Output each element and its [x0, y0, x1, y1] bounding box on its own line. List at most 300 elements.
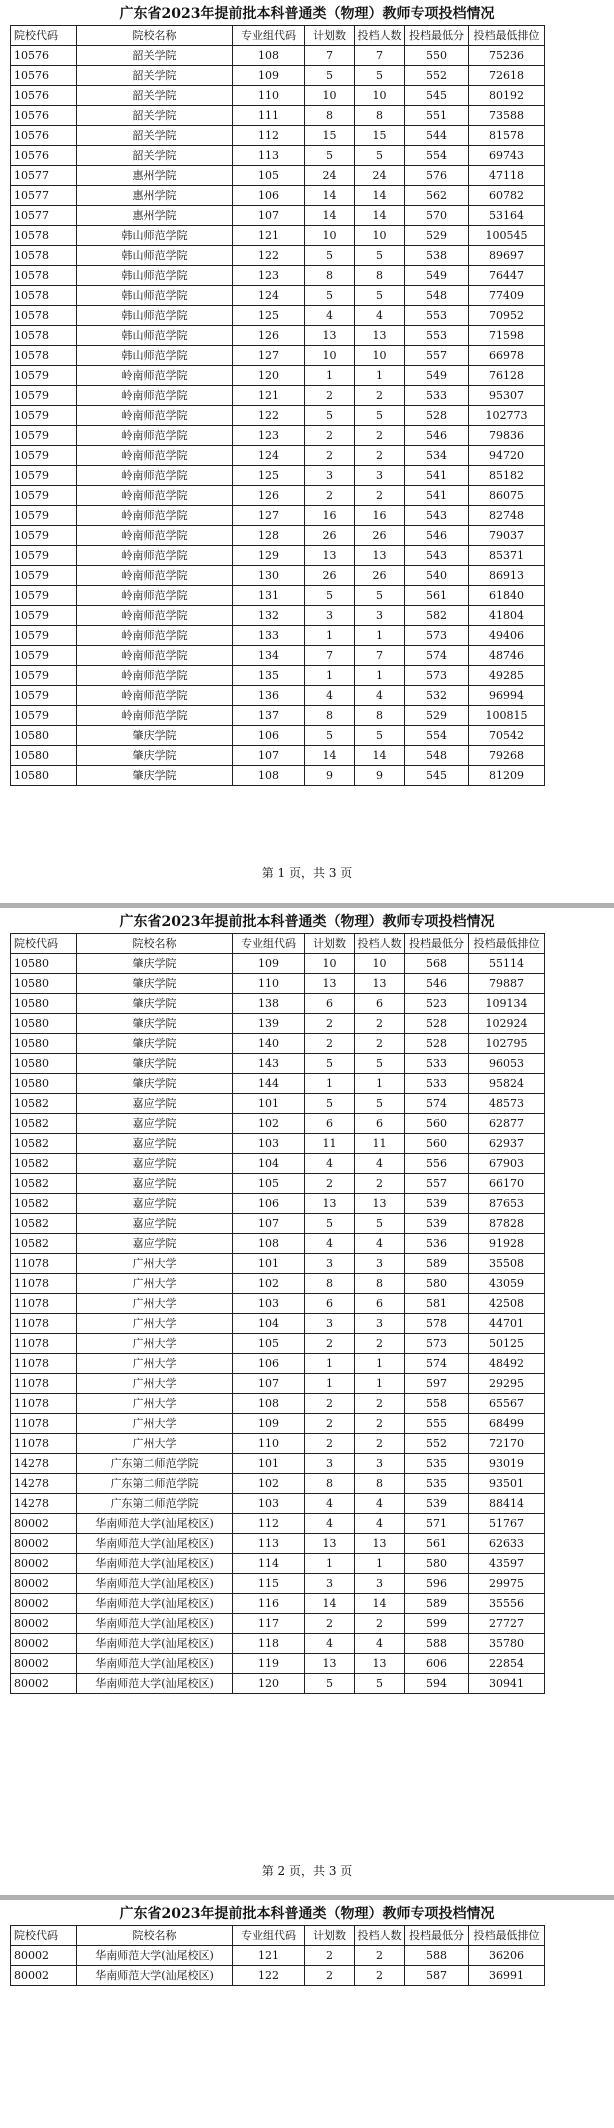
column-header: 计划数 [305, 934, 355, 954]
table-row [11, 1394, 545, 1414]
table-cell: 2 [355, 426, 405, 446]
table-cell: 广州大学 [77, 1334, 233, 1354]
table-cell: 嘉应学院 [77, 1174, 233, 1194]
table-cell: 2 [305, 1034, 355, 1054]
table-cell: 80002 [11, 1634, 77, 1654]
table-cell: 10579 [11, 646, 77, 666]
table-row [11, 1194, 545, 1214]
table-cell: 华南师范大学(汕尾校区) [77, 1614, 233, 1634]
table-cell: 10580 [11, 1054, 77, 1074]
table-cell: 广州大学 [77, 1374, 233, 1394]
table-cell: 3 [355, 1574, 405, 1594]
table-cell: 5 [355, 146, 405, 166]
table-cell: 80002 [11, 1514, 77, 1534]
table-cell: 552 [405, 66, 469, 86]
table-cell: 韶关学院 [77, 86, 233, 106]
table-cell: 惠州学院 [77, 186, 233, 206]
table-cell: 101 [233, 1094, 305, 1114]
table-cell: 576 [405, 166, 469, 186]
column-header: 专业组代码 [233, 26, 305, 46]
table-row [11, 546, 545, 566]
table-cell: 2 [355, 1414, 405, 1434]
table-row [11, 1474, 545, 1494]
table-cell: 103 [233, 1494, 305, 1514]
table-cell: 536 [405, 1234, 469, 1254]
table-cell: 103 [233, 1294, 305, 1314]
table-cell: 123 [233, 426, 305, 446]
table-cell: 10579 [11, 706, 77, 726]
table-cell: 91928 [469, 1234, 545, 1254]
table-cell: 556 [405, 1154, 469, 1174]
table-cell: 广州大学 [77, 1414, 233, 1434]
table-cell: 80002 [11, 1654, 77, 1674]
table-cell: 573 [405, 626, 469, 646]
table-cell: 5 [305, 1054, 355, 1074]
table-cell: 韶关学院 [77, 126, 233, 146]
table-cell: 广州大学 [77, 1274, 233, 1294]
table-cell: 11078 [11, 1254, 77, 1274]
table-cell: 115 [233, 1574, 305, 1594]
column-header: 计划数 [305, 26, 355, 46]
table-cell: 韶关学院 [77, 146, 233, 166]
table-cell: 539 [405, 1214, 469, 1234]
table-cell: 韩山师范学院 [77, 226, 233, 246]
table-cell: 573 [405, 1334, 469, 1354]
table-cell: 76447 [469, 266, 545, 286]
table-cell: 35508 [469, 1254, 545, 1274]
table-cell: 8 [355, 1474, 405, 1494]
table-row [11, 1654, 545, 1674]
table-cell: 109 [233, 1414, 305, 1434]
table-cell: 广州大学 [77, 1394, 233, 1414]
table-cell: 43059 [469, 1274, 545, 1294]
table-cell: 10577 [11, 206, 77, 226]
table-cell: 1 [355, 1374, 405, 1394]
table-cell: 华南师范大学(汕尾校区) [77, 1674, 233, 1694]
table-cell: 10579 [11, 666, 77, 686]
table-cell: 14 [355, 1594, 405, 1614]
table-cell: 545 [405, 86, 469, 106]
table-cell: 61840 [469, 586, 545, 606]
table-cell: 10582 [11, 1234, 77, 1254]
table-cell: 岭南师范学院 [77, 646, 233, 666]
table-cell: 肇庆学院 [77, 1014, 233, 1034]
table-row [11, 1254, 545, 1274]
table-cell: 95824 [469, 1074, 545, 1094]
table-cell: 8 [305, 106, 355, 126]
table-cell: 96994 [469, 686, 545, 706]
table-cell: 10577 [11, 186, 77, 206]
table-cell: 广东第二师范学院 [77, 1454, 233, 1474]
table-cell: 1 [355, 1554, 405, 1574]
table-cell: 广东第二师范学院 [77, 1474, 233, 1494]
table-cell: 532 [405, 686, 469, 706]
table-cell: 557 [405, 346, 469, 366]
table-cell: 10579 [11, 506, 77, 526]
table-cell: 10 [305, 346, 355, 366]
table-cell: 11078 [11, 1274, 77, 1294]
table-cell: 541 [405, 466, 469, 486]
table-row [11, 1674, 545, 1694]
table-cell: 2 [305, 386, 355, 406]
table-cell: 104 [233, 1154, 305, 1174]
table-cell: 558 [405, 1394, 469, 1414]
table-cell: 10 [355, 346, 405, 366]
table-cell: 10579 [11, 526, 77, 546]
table-cell: 10576 [11, 126, 77, 146]
table-cell: 肇庆学院 [77, 1034, 233, 1054]
table-cell: 110 [233, 974, 305, 994]
table-row [11, 1314, 545, 1334]
table-cell: 62877 [469, 1114, 545, 1134]
table-cell: 1 [355, 366, 405, 386]
table-row [11, 1054, 545, 1074]
table-cell: 嘉应学院 [77, 1114, 233, 1134]
table-cell: 14 [305, 1594, 355, 1614]
table-cell: 66170 [469, 1174, 545, 1194]
table-cell: 134 [233, 646, 305, 666]
table-cell: 533 [405, 1054, 469, 1074]
table-cell: 10580 [11, 1074, 77, 1094]
table-cell: 10580 [11, 726, 77, 746]
table-cell: 4 [305, 686, 355, 706]
table-cell: 8 [355, 706, 405, 726]
table-cell: 7 [355, 46, 405, 66]
table-cell: 117 [233, 1614, 305, 1634]
table-cell: 80192 [469, 86, 545, 106]
table-cell: 124 [233, 286, 305, 306]
table-cell: 554 [405, 146, 469, 166]
table-cell: 1 [355, 1074, 405, 1094]
table-cell: 嘉应学院 [77, 1194, 233, 1214]
table-cell: 596 [405, 1574, 469, 1594]
table-row [11, 1414, 545, 1434]
table-cell: 5 [355, 1054, 405, 1074]
table-cell: 13 [355, 1654, 405, 1674]
table-row [11, 526, 545, 546]
table-cell: 69743 [469, 146, 545, 166]
table-cell: 1 [305, 366, 355, 386]
table-cell: 10582 [11, 1114, 77, 1134]
table-cell: 6 [355, 1114, 405, 1134]
document-page [0, 1900, 614, 2128]
table-cell: 7 [355, 646, 405, 666]
table-cell: 102773 [469, 406, 545, 426]
table-cell: 5 [355, 1674, 405, 1694]
table-cell: 10578 [11, 346, 77, 366]
column-header: 院校代码 [11, 1926, 77, 1946]
table-row [11, 1946, 545, 1966]
table-cell: 124 [233, 446, 305, 466]
table-row [11, 206, 545, 226]
table-row [11, 1594, 545, 1614]
table-cell: 129 [233, 546, 305, 566]
header-row [11, 26, 545, 46]
column-header: 专业组代码 [233, 1926, 305, 1946]
table-cell: 523 [405, 994, 469, 1014]
page-footer: 第 1 页，共 3 页 [261, 866, 353, 880]
table-cell: 5 [355, 66, 405, 86]
table-cell: 华南师范大学(汕尾校区) [77, 1634, 233, 1654]
table-cell: 1 [355, 1354, 405, 1374]
table-cell: 2 [355, 1946, 405, 1966]
table-cell: 广州大学 [77, 1314, 233, 1334]
table-cell: 50125 [469, 1334, 545, 1354]
table-cell: 574 [405, 1354, 469, 1374]
column-header: 院校名称 [77, 1926, 233, 1946]
table-cell: 2 [305, 1174, 355, 1194]
table-cell: 10582 [11, 1174, 77, 1194]
table-cell: 6 [305, 994, 355, 1014]
table-cell: 93501 [469, 1474, 545, 1494]
table-cell: 580 [405, 1554, 469, 1574]
table-cell: 14 [305, 186, 355, 206]
table-cell: 51767 [469, 1514, 545, 1534]
table-cell: 10582 [11, 1134, 77, 1154]
table-cell: 10 [305, 86, 355, 106]
table-cell: 肇庆学院 [77, 746, 233, 766]
table-cell: 3 [305, 1314, 355, 1334]
table-row [11, 1214, 545, 1234]
table-cell: 15 [355, 126, 405, 146]
table-cell: 540 [405, 566, 469, 586]
table-cell: 35780 [469, 1634, 545, 1654]
table-cell: 79836 [469, 426, 545, 446]
table-cell: 岭南师范学院 [77, 466, 233, 486]
table-cell: 102924 [469, 1014, 545, 1034]
table-cell: 534 [405, 446, 469, 466]
table-cell: 10578 [11, 326, 77, 346]
header-row [11, 934, 545, 954]
table-cell: 广州大学 [77, 1254, 233, 1274]
table-cell: 11078 [11, 1334, 77, 1354]
table-cell: 岭南师范学院 [77, 386, 233, 406]
table-cell: 5 [305, 1094, 355, 1114]
table-row [11, 1354, 545, 1374]
table-cell: 131 [233, 586, 305, 606]
table-row [11, 106, 545, 126]
table-cell: 110 [233, 86, 305, 106]
table-cell: 81209 [469, 766, 545, 786]
table-cell: 5 [355, 726, 405, 746]
table-row [11, 1234, 545, 1254]
table-cell: 13 [355, 546, 405, 566]
table-cell: 10576 [11, 66, 77, 86]
table-cell: 107 [233, 746, 305, 766]
table-cell: 3 [305, 606, 355, 626]
table-cell: 10578 [11, 266, 77, 286]
table-cell: 5 [305, 66, 355, 86]
table-cell: 60782 [469, 186, 545, 206]
table-cell: 韶关学院 [77, 46, 233, 66]
table-cell: 100815 [469, 706, 545, 726]
table-cell: 42508 [469, 1294, 545, 1314]
table-row [11, 746, 545, 766]
table-cell: 嘉应学院 [77, 1154, 233, 1174]
table-row [11, 286, 545, 306]
table-cell: 96053 [469, 1054, 545, 1074]
table-cell: 122 [233, 1966, 305, 1986]
table-cell: 11078 [11, 1354, 77, 1374]
table-cell: 589 [405, 1254, 469, 1274]
table-cell: 533 [405, 386, 469, 406]
table-row [11, 1334, 545, 1354]
table-cell: 6 [305, 1114, 355, 1134]
table-cell: 5 [355, 406, 405, 426]
table-cell: 580 [405, 1274, 469, 1294]
table-cell: 528 [405, 1014, 469, 1034]
table-cell: 578 [405, 1314, 469, 1334]
table-cell: 10582 [11, 1094, 77, 1114]
table-cell: 95307 [469, 386, 545, 406]
table-cell: 10578 [11, 286, 77, 306]
table-row [11, 126, 545, 146]
table-cell: 14 [355, 746, 405, 766]
table-cell: 3 [355, 1454, 405, 1474]
table-cell: 24 [355, 166, 405, 186]
table-cell: 3 [355, 1254, 405, 1274]
table-cell: 岭南师范学院 [77, 526, 233, 546]
table-row [11, 666, 545, 686]
table-row [11, 1034, 545, 1054]
table-cell: 13 [355, 974, 405, 994]
table-cell: 529 [405, 706, 469, 726]
table-cell: 551 [405, 106, 469, 126]
table-cell: 10579 [11, 446, 77, 466]
table-cell: 107 [233, 1374, 305, 1394]
table-cell: 132 [233, 606, 305, 626]
table-cell: 44701 [469, 1314, 545, 1334]
table-cell: 10580 [11, 974, 77, 994]
table-row [11, 686, 545, 706]
table-cell: 47118 [469, 166, 545, 186]
table-cell: 2 [305, 1394, 355, 1414]
table-cell: 549 [405, 266, 469, 286]
table-cell: 13 [305, 1194, 355, 1214]
table-cell: 582 [405, 606, 469, 626]
table-cell: 3 [355, 466, 405, 486]
table-cell: 15 [305, 126, 355, 146]
table-cell: 538 [405, 246, 469, 266]
table-cell: 103 [233, 1134, 305, 1154]
table-cell: 560 [405, 1114, 469, 1134]
table-row [11, 386, 545, 406]
table-cell: 4 [355, 1634, 405, 1654]
table-cell: 606 [405, 1654, 469, 1674]
table-cell: 10580 [11, 954, 77, 974]
table-cell: 573 [405, 666, 469, 686]
table-cell: 11 [305, 1134, 355, 1154]
table-cell: 广东第二师范学院 [77, 1494, 233, 1514]
table-cell: 2 [355, 1174, 405, 1194]
table-row [11, 226, 545, 246]
table-cell: 1 [305, 1554, 355, 1574]
table-cell: 9 [355, 766, 405, 786]
table-cell: 126 [233, 326, 305, 346]
table-cell: 13 [305, 326, 355, 346]
table-cell: 109 [233, 66, 305, 86]
table-cell: 108 [233, 1394, 305, 1414]
table-row [11, 1154, 545, 1174]
table-cell: 13 [355, 1194, 405, 1214]
table-cell: 广州大学 [77, 1434, 233, 1454]
table-cell: 2 [355, 1394, 405, 1414]
table-cell: 岭南师范学院 [77, 406, 233, 426]
table-cell: 546 [405, 526, 469, 546]
table-cell: 8 [305, 1474, 355, 1494]
table-cell: 68499 [469, 1414, 545, 1434]
table-cell: 570 [405, 206, 469, 226]
table-cell: 2 [355, 486, 405, 506]
table-cell: 肇庆学院 [77, 766, 233, 786]
table-row [11, 646, 545, 666]
table-row [11, 246, 545, 266]
table-cell: 546 [405, 974, 469, 994]
table-cell: 11078 [11, 1314, 77, 1334]
table-cell: 3 [305, 1254, 355, 1274]
table-cell: 574 [405, 646, 469, 666]
table-cell: 127 [233, 506, 305, 526]
table-cell: 108 [233, 1234, 305, 1254]
table-cell: 113 [233, 146, 305, 166]
column-header: 计划数 [305, 1926, 355, 1946]
table-cell: 101 [233, 1254, 305, 1274]
table-cell: 10578 [11, 246, 77, 266]
table-row [11, 486, 545, 506]
table-cell: 1 [305, 1354, 355, 1374]
table-cell: 4 [305, 1154, 355, 1174]
table-cell: 16 [305, 506, 355, 526]
table-cell: 4 [355, 306, 405, 326]
table-cell: 16 [355, 506, 405, 526]
table-cell: 100545 [469, 226, 545, 246]
table-cell: 岭南师范学院 [77, 586, 233, 606]
table-cell: 10579 [11, 486, 77, 506]
table-cell: 6 [305, 1294, 355, 1314]
table-cell: 121 [233, 226, 305, 246]
table-cell: 112 [233, 1514, 305, 1534]
table-cell: 2 [355, 446, 405, 466]
column-header: 院校名称 [77, 934, 233, 954]
table-row [11, 146, 545, 166]
table-cell: 120 [233, 1674, 305, 1694]
column-header: 投档最低排位 [469, 934, 545, 954]
table-cell: 2 [355, 1966, 405, 1986]
table-cell: 535 [405, 1454, 469, 1474]
column-header: 院校代码 [11, 934, 77, 954]
table-cell: 2 [305, 1966, 355, 1986]
table-cell: 545 [405, 766, 469, 786]
table-cell: 26 [355, 526, 405, 546]
column-header: 投档人数 [355, 26, 405, 46]
table-cell: 4 [355, 1514, 405, 1534]
table-cell: 1 [355, 626, 405, 646]
table-cell: 4 [305, 1234, 355, 1254]
table-cell: 1 [355, 666, 405, 686]
page-footer: 第 2 页，共 3 页 [261, 1864, 353, 1878]
table-cell: 8 [305, 706, 355, 726]
table-cell: 韩山师范学院 [77, 346, 233, 366]
document-page [0, 908, 614, 1895]
table-cell: 599 [405, 1614, 469, 1634]
table-cell: 126 [233, 486, 305, 506]
table-cell: 2 [305, 446, 355, 466]
table-row [11, 306, 545, 326]
table-cell: 553 [405, 306, 469, 326]
table-row [11, 1374, 545, 1394]
table-cell: 5 [305, 146, 355, 166]
table-cell: 105 [233, 1174, 305, 1194]
